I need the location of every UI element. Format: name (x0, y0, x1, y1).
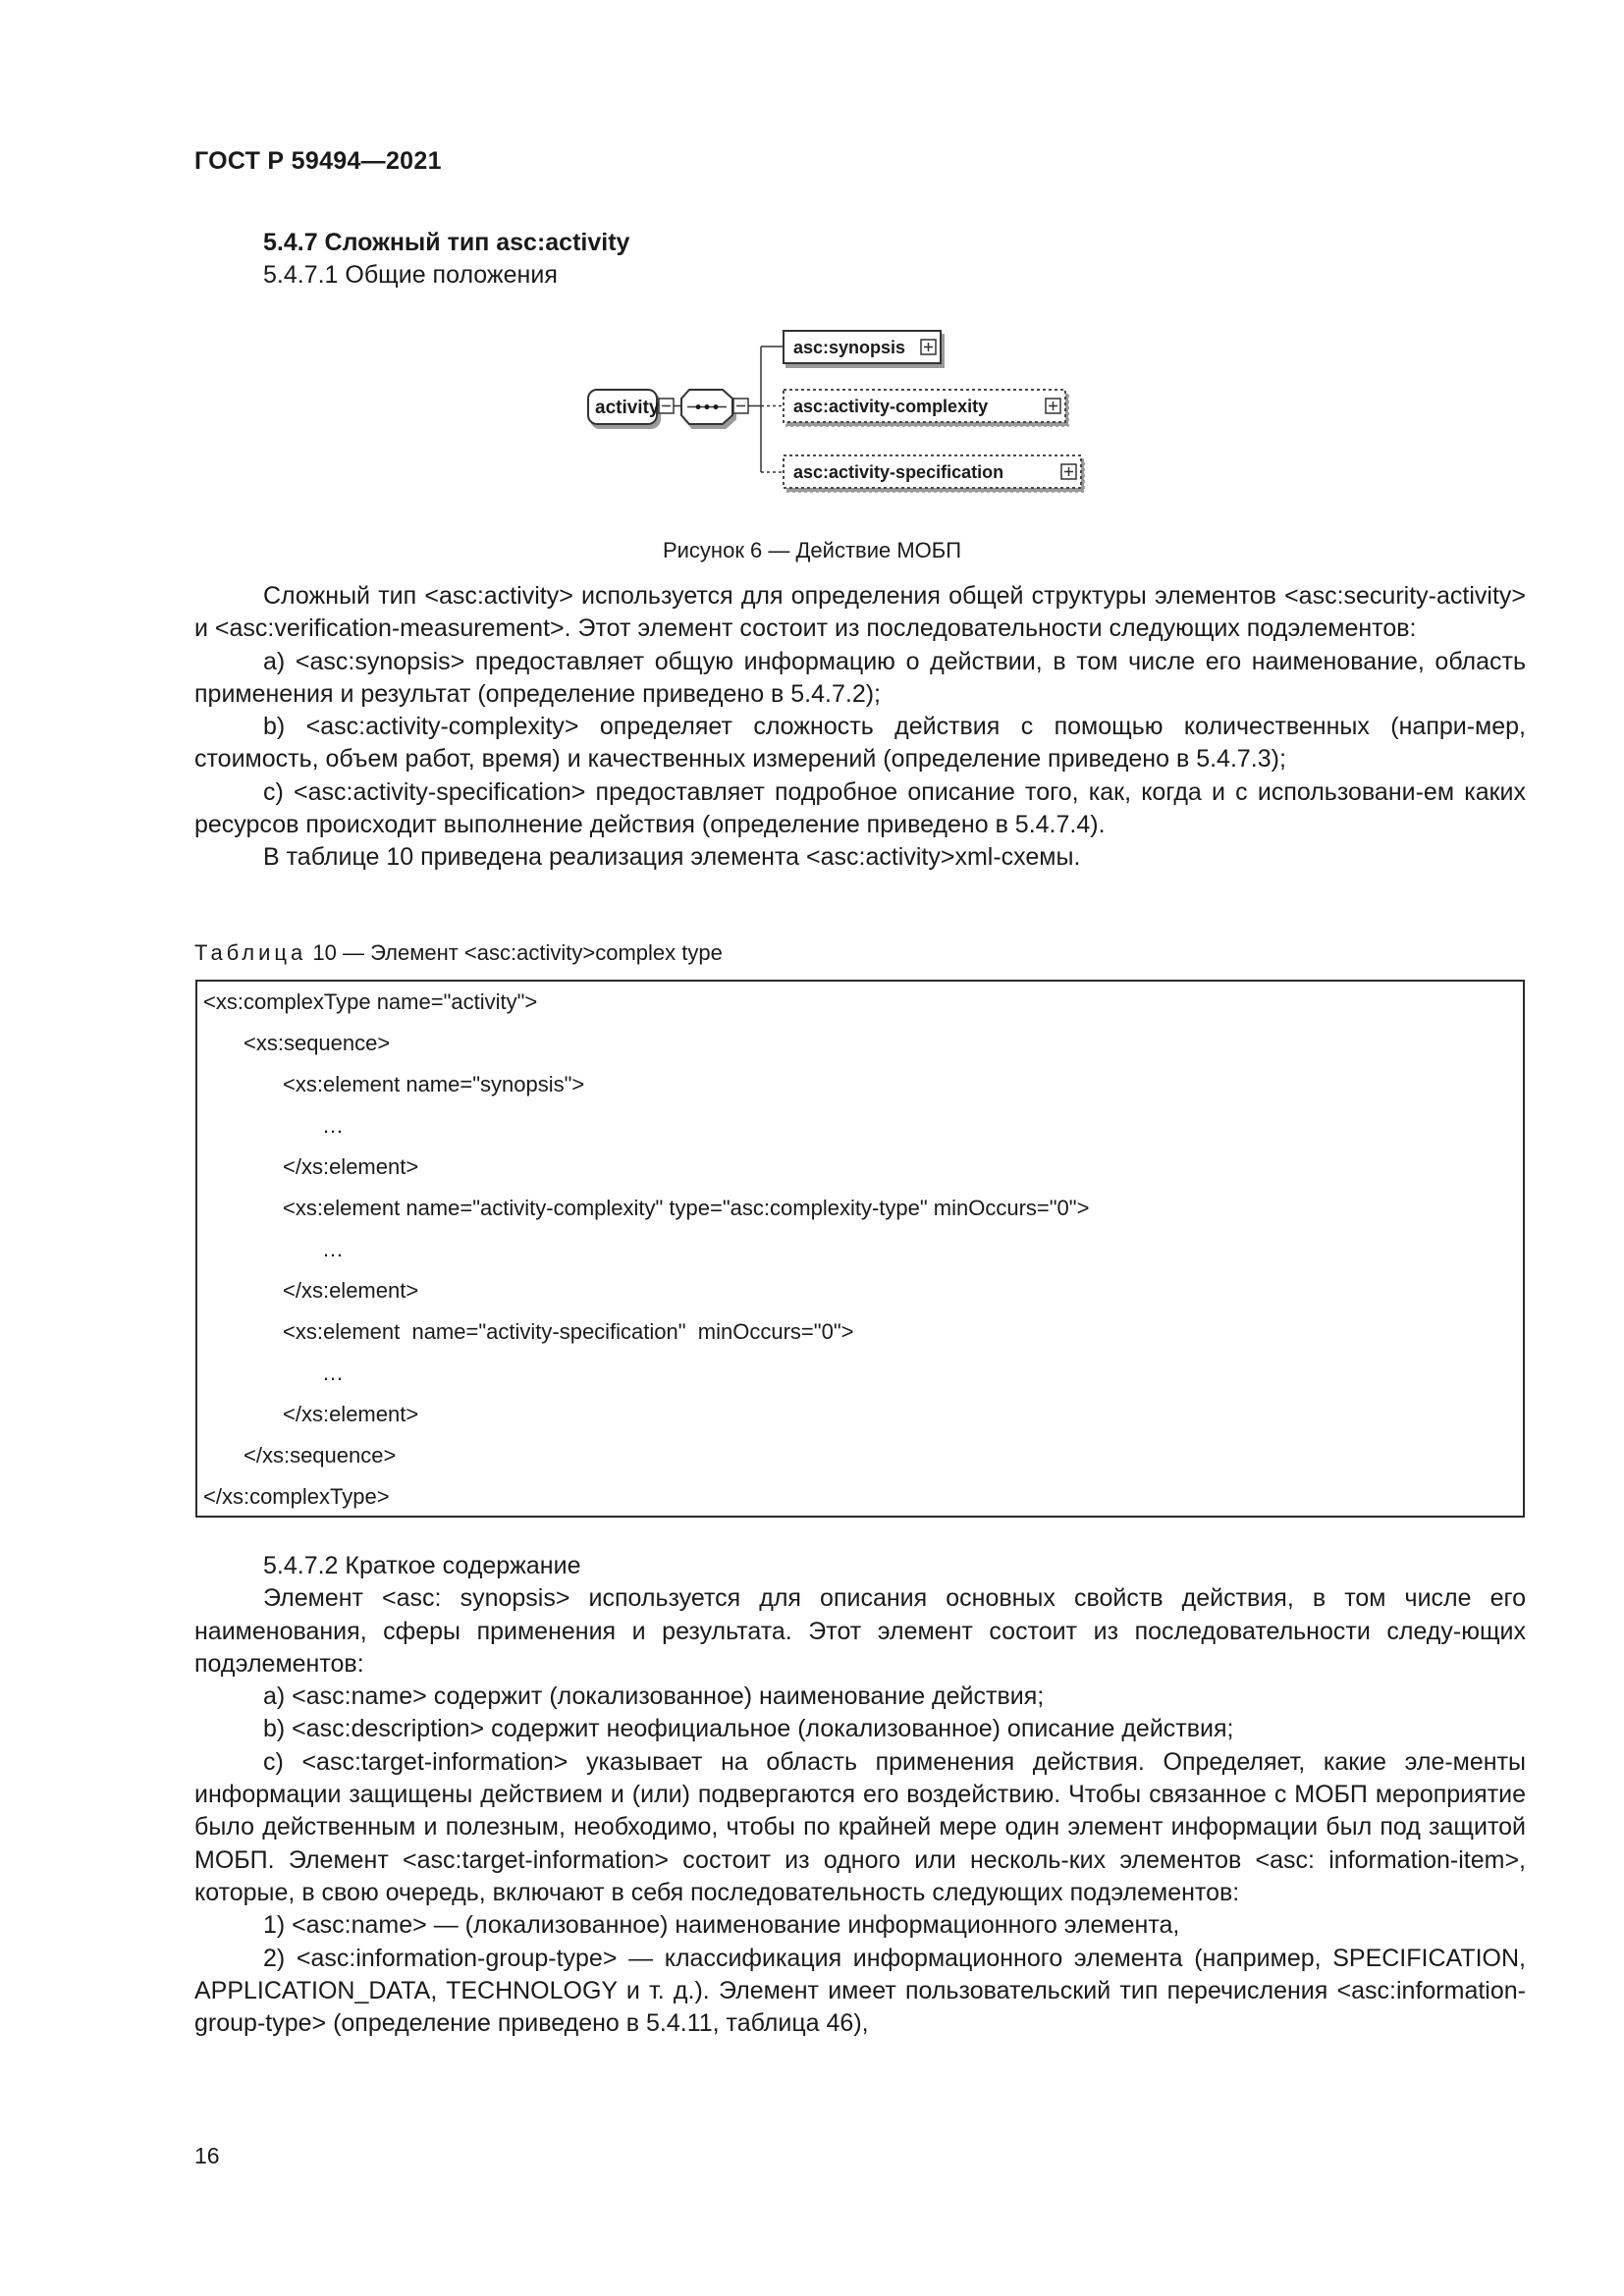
code-line: <xs:element name="activity-specification" minOccurs="0"> (283, 1319, 854, 1344)
diagram-child-activity-specification (784, 455, 1081, 488)
code-line: <xs:element name="synopsis"> (283, 1072, 585, 1096)
sequence-compositor-icon (681, 390, 732, 424)
list-item: 2) <asc:information-group-type> — классификация информационного элемента (например, SPECIFICATION, APPLICATION_DATA, TECHNOLOGY и т. д.). Элемент имеет пользовательский тип перечисления <asc:information-group-type> (определение приведено в 5.4.11, таблица 46), (194, 1944, 1526, 2038)
list-item: a) <asc:synopsis> предоставляет общую информацию о действии, в том числе его наименование, область применения и результат (определение приведено в 5.4.7.2); (194, 647, 1526, 708)
list-item: c) <asc:target-information> указывает на область применения действия. Определяет, какие эле-менты информации защищены действием и (или) подвергаются его воздействию. Чтобы связанное с МОБП мероприятие было действенным и полезным, необходимо, чтобы по крайней мере один элемент информации был под защитой МОБП. Элемент <asc:target-information> состоит из одного или несколь-ких элементов <asc: information-item>, которые, в свою очередь, включают в себя последовательность следующих подэлементов: (194, 1747, 1526, 1906)
diagram-child-label: asc:activity-complexity (793, 397, 989, 416)
diagram-child-label: asc:synopsis (793, 338, 906, 357)
subsection-title: 5.4.7.2 Краткое содержание (263, 1552, 581, 1579)
sequence-symbol: ••• (693, 400, 721, 416)
page-number: 16 (194, 2143, 220, 2168)
code-line: </xs:complexType> (203, 1484, 390, 1509)
code-line: … (322, 1237, 344, 1261)
subsection-title: 5.4.7.1 Общие положения (263, 261, 558, 289)
schema-diagram (579, 319, 1139, 506)
figure-caption: Рисунок 6 — Действие МОБП (662, 538, 962, 562)
expand-plus-icon (1061, 464, 1076, 479)
standard-header: ГОСТ Р 59494—2021 (194, 147, 442, 175)
diagram-root-node (588, 390, 660, 424)
paragraph: В таблице 10 приведена реализация элемента <asc:activity>xml-схемы. (263, 843, 1081, 872)
diagram-child-label: asc:activity-specification (793, 462, 1004, 482)
code-line: <xs:complexType name="activity"> (203, 989, 538, 1014)
collapse-minus-icon (733, 399, 748, 413)
diagram-root-label: activity (595, 398, 660, 418)
code-line: … (322, 1361, 344, 1385)
code-line: </xs:sequence> (244, 1443, 397, 1468)
expand-plus-icon (1046, 399, 1060, 413)
code-line: <xs:element name="activity-complexity" type="asc:complexity-type" minOccurs="0"> (283, 1196, 1090, 1220)
list-item: c) <asc:activity-specification> предоставляет подробное описание того, как, когда и с использовани-ем каких ресурсов происходит выполнение действия (определение приведено в 5.4.7.4). (194, 777, 1526, 839)
table-title (194, 940, 723, 966)
table-label: Таблица (194, 940, 307, 965)
paragraph: Сложный тип <asc:activity> используется для определения общей структуры элементов <asc:security-activity> и <asc:verification-measurement>. Этот элемент состоит из последовательности следующих подэлементов: (194, 582, 1526, 643)
code-line: <xs:sequence> (244, 1031, 391, 1055)
section-title: 5.4.7 Сложный тип asc:activity (263, 229, 630, 256)
code-line: </xs:element> (283, 1154, 419, 1179)
code-line: </xs:element> (283, 1278, 419, 1303)
collapse-minus-icon (659, 399, 674, 413)
xml-code-table (195, 980, 1525, 1518)
list-item: a) <asc:name> содержит (локализованное) наименование действия; (263, 1682, 1045, 1711)
table-caption: 10 — Элемент <asc:activity>complex type (306, 940, 723, 965)
intro-text (194, 580, 1526, 875)
synopsis-text (194, 1550, 1526, 2040)
code-line: </xs:element> (283, 1402, 419, 1426)
diagram-child-synopsis (784, 331, 941, 363)
paragraph: Элемент <asc: synopsis> используется для описания основных свойств действия, в том числе его наименования, сферы применения и результата. Этот элемент состоит из последовательности следу-ющих подэлементов: (194, 1584, 1526, 1678)
list-item: b) <asc:description> содержит неофициальное (локализованное) описание действия; (263, 1715, 1234, 1743)
diagram-child-activity-complexity (784, 390, 1065, 422)
code-line: … (322, 1113, 344, 1138)
list-item: b) <asc:activity-complexity> определяет сложность действия с помощью количественных (напри-мер, стоимость, объем работ, время) и качественных измерений (определение приведено в 5.4.7.3); (194, 713, 1526, 774)
expand-plus-icon (921, 340, 936, 354)
list-item: 1) <asc:name> — (локализованное) наименование информационного элемента, (263, 1911, 1180, 1940)
